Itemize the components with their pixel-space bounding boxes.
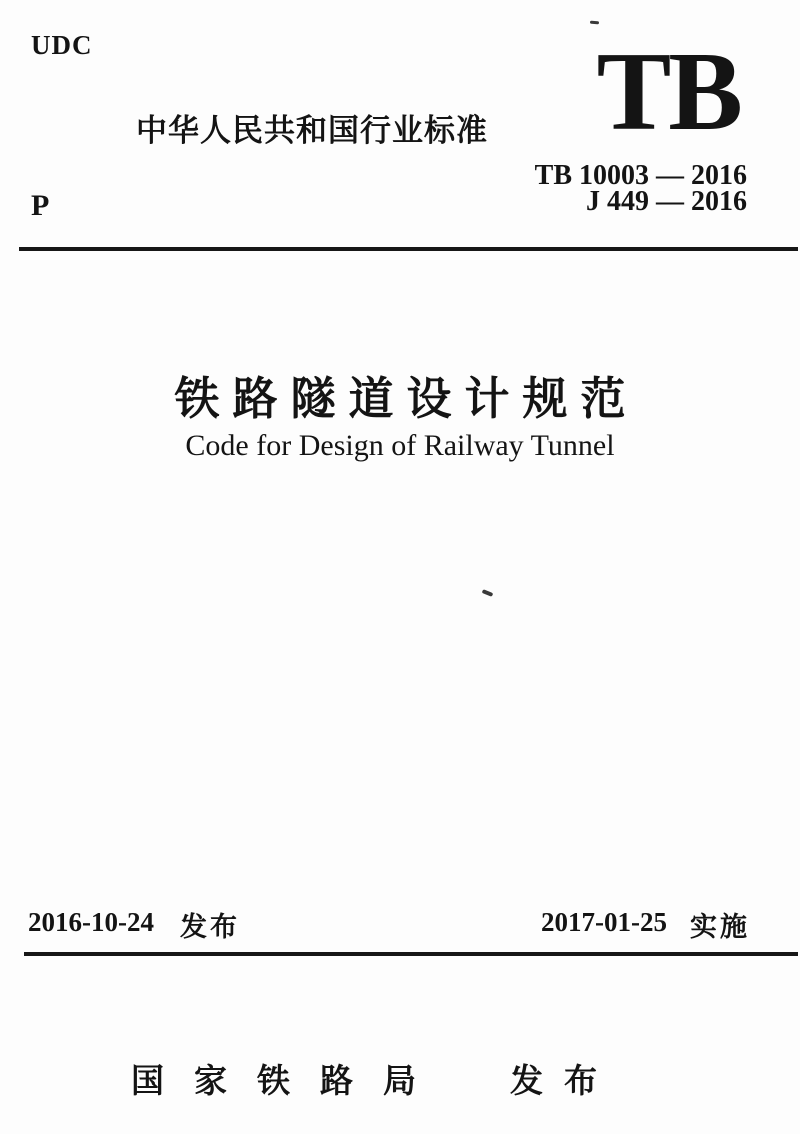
document-title-english: Code for Design of Railway Tunnel xyxy=(185,429,615,462)
standard-type-heading: 中华人民共和国行业标准 xyxy=(136,113,488,148)
publisher-line xyxy=(131,1055,618,1102)
implementation-date: 2017-01-25 xyxy=(541,907,667,937)
udc-label: UDC xyxy=(31,30,93,60)
tb-logo: TB xyxy=(596,30,740,154)
record-number: J 449 — 2016 xyxy=(586,186,747,217)
issue-date: 2016-10-24 xyxy=(28,907,154,937)
footer-divider xyxy=(24,952,798,956)
scan-speck xyxy=(590,21,599,25)
implementation-date-label: 实施 xyxy=(690,912,750,942)
scan-speck xyxy=(482,589,494,597)
classification-code: P xyxy=(31,189,50,222)
document-title-chinese: 铁路隧道设计规范 xyxy=(174,373,639,424)
publisher-name: 国家铁路局 xyxy=(131,1062,446,1099)
publish-action-label: 发布 xyxy=(510,1062,618,1099)
issue-date-label: 发布 xyxy=(180,912,240,942)
standard-number: TB 10003 — 2016 xyxy=(534,160,747,191)
header-divider xyxy=(19,247,798,251)
